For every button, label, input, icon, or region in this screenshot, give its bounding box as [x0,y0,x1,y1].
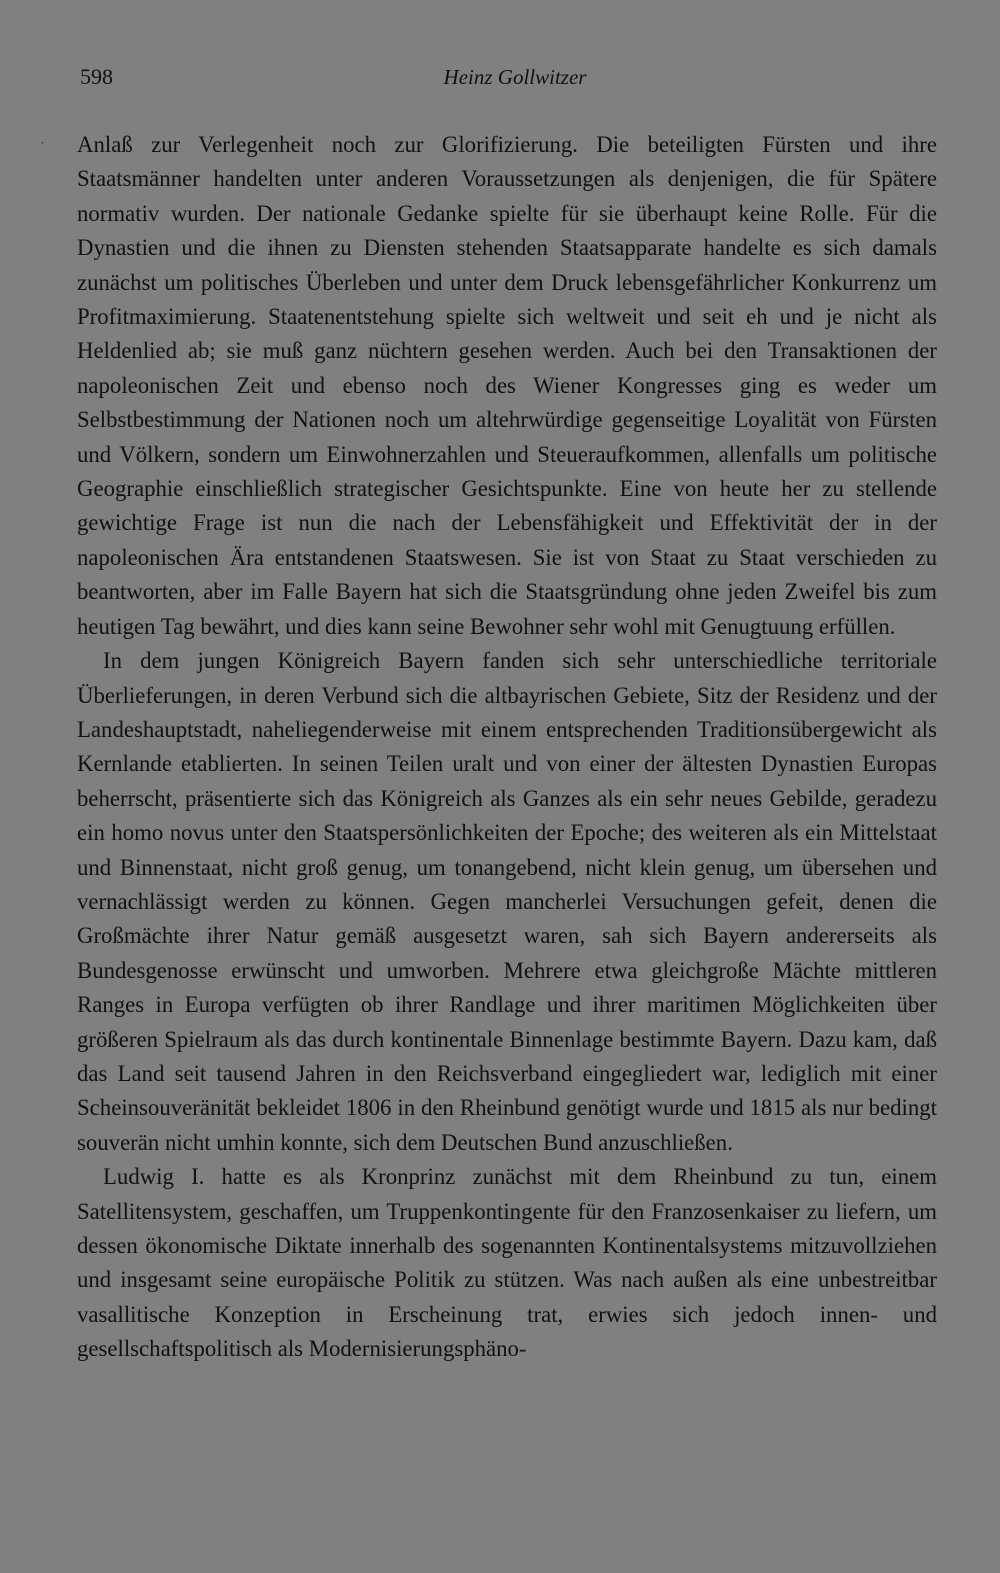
margin-speck: ˙ [40,140,45,155]
page-header [80,62,940,92]
paragraph-3: Ludwig I. hatte es als Kronprinz zunächst mit dem Rheinbund zu tun, einem Satellitensystem, geschaffen, um Truppenkontingente für den Franzosenkaiser zu liefern, um dessen ökonomische Diktate innerhalb des sogenannten Kontinentalsystems mitzuvollziehen und insgesamt seine europäische Politik zu stützen. Was nach außen als eine unbestreitbar vasallitische Konzeption in Erscheinung trat, erwies sich jedoch innen- und gesellschaftspolitisch als Modernisierungsphäno- [77,1164,937,1362]
paragraph-1: Anlaß zur Verlegenheit noch zur Glorifizierung. Die beteiligten Fürsten und ihre Staatsmänner handelten unter anderen Voraussetzungen als denjenigen, die für Spätere normativ wurden. Der nationale Gedanke spielte für sie überhaupt keine Rolle. Für die Dynastien und die ihnen zu Diensten stehenden Staatsapparate handelte es sich damals zunächst um politisches Überleben und unter dem Druck lebensgefährlicher Konkurrenz um Profitmaximierung. Staatenentstehung spielte sich weltweit und seit eh und je nicht als Heldenlied ab; sie muß ganz nüchtern gesehen werden. Auch bei den Transaktionen der napoleonischen Zeit und ebenso noch des Wiener Kongresses ging es weder um Selbstbestimmung der Nationen noch um altehrwürdige gegenseitige Loyalität von Fürsten und Völkern, sondern um Einwohnerzahlen und Steueraufkommen, allenfalls um politische Geographie einschließlich strategischer Gesichtspunkte. Eine von heute her zu stellende gewichtige Frage ist nun die nach der Lebensfähigkeit und Effektivität der in der napoleonischen Ära entstandenen Staatswesen. Sie ist von Staat zu Staat verschieden zu beantworten, aber im Falle Bayern hat sich die Staatsgründung ohne jeden Zweifel bis zum heutigen Tag bewährt, und dies kann seine Bewohner sehr wohl mit Genugtuung erfüllen. [77,132,937,639]
running-head-author: Heinz Gollwitzer [443,65,587,89]
paragraph-2: In dem jungen Königreich Bayern fanden sich sehr unterschiedliche territoriale Überlieferungen, in deren Verbund sich die altbayrischen Gebiete, Sitz der Residenz und der Landeshauptstadt, naheliegenderweise mit einem entsprechenden Traditionsübergewicht als Kernlande etablierten. In seinen Teilen uralt und von einer der ältesten Dynastien Europas beherrscht, präsentierte sich das Königreich als Ganzes als ein sehr neues Gebilde, geradezu ein homo novus unter den Staatspersönlichkeiten der Epoche; des weiteren als ein Mittelstaat und Binnenstaat, nicht groß genug, um tonangebend, nicht klein genug, um übersehen und vernachlässigt werden zu können. Gegen mancherlei Versuchungen gefeit, denen die Großmächte ihrer Natur gemäß ausgesetzt waren, sah sich Bayern andererseits als Bundesgenosse erwünscht und umworben. Mehrere etwa gleichgroße Mächte mittleren Ranges in Europa verfügten ob ihrer Randlage und ihrer maritimen Möglichkeiten über größeren Spielraum als das durch kontinentale Binnenlage bestimmte Bayern. Dazu kam, daß das Land seit tausend Jahren in den Reichsverband eingegliedert war, lediglich mit einer Scheinsouveränität bekleidet 1806 in den Rheinbund genötigt wurde und 1815 als nur bedingt souverän nicht umhin konnte, sich dem Deutschen Bund anzuschließen. [77,648,937,1155]
body-text [77,128,937,1367]
page-number: 598 [80,64,113,89]
